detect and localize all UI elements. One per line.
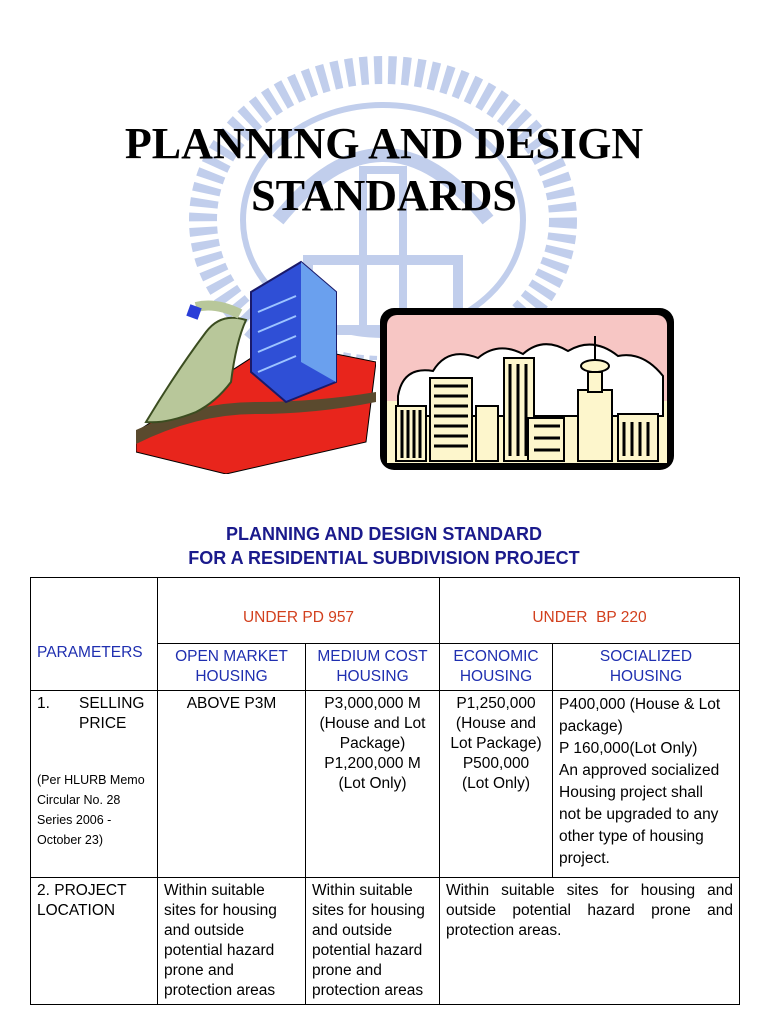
cell-line: and outside [164, 922, 245, 939]
cell-line: package) [559, 718, 623, 735]
cell-text: ABOVE P3M [186, 695, 277, 712]
group-pd957-label: UNDER PD 957 [242, 609, 355, 626]
cell-line: sites for housing [164, 902, 277, 919]
cell-line: P 160,000(Lot Only) [559, 740, 698, 757]
parameter-note [37, 770, 151, 850]
cell-line: project. [559, 850, 610, 867]
parameter-label-line: LOCATION [37, 902, 116, 919]
note-line: Circular No. 28 [37, 793, 121, 807]
cell-line: (House and Lot [319, 715, 426, 732]
note-line: Series 2006 - [37, 813, 112, 827]
caption-line-2: FOR A RESIDENTIAL SUBDIVISION PROJECT [188, 548, 580, 568]
cell-line: P400,000 (House & Lot [559, 696, 721, 713]
cell-open-market-location [158, 878, 306, 1005]
column-header-line: ECONOMIC [453, 648, 539, 665]
cell-line: (House and [455, 715, 537, 732]
parameters-header-cell [31, 578, 158, 691]
cell-line: prone and [164, 962, 234, 979]
cell-line: potential hazard [164, 942, 275, 959]
cell-line: other type of housing [559, 828, 704, 845]
cell-line: Within suitable [164, 882, 265, 899]
column-header-line: HOUSING [609, 668, 683, 685]
cell-line: protection areas [164, 982, 276, 999]
cell-socialized-price [553, 691, 740, 878]
parameter-cell-project-location [31, 878, 158, 1005]
cell-text: Within suitable sites for housing and outside potential hazard prone and protection areas. [446, 882, 734, 939]
group-bp220-header [440, 578, 740, 644]
cell-line: Housing project shall [559, 784, 703, 801]
cell-line: P1,250,000 [456, 695, 536, 712]
cell-line: prone and [312, 962, 382, 979]
cell-line: An approved socialized [559, 762, 720, 779]
caption-line-1: PLANNING AND DESIGN STANDARD [225, 524, 542, 544]
cell-line: sites for housing [312, 902, 425, 919]
cell-line: Within suitable [312, 882, 413, 899]
column-header-line: SOCIALIZED [599, 648, 693, 665]
page-title [0, 118, 768, 222]
cell-medium-cost-location [306, 878, 440, 1005]
parameter-cell-selling-price [31, 691, 158, 878]
parameter-label-line: 2. PROJECT [37, 882, 127, 899]
group-bp220-label: UNDER BP 220 [532, 609, 647, 626]
column-header-economic [440, 644, 553, 691]
cell-line: (Lot Only) [338, 775, 407, 792]
building-construction-clipart [136, 252, 376, 474]
column-header-open-market [158, 644, 306, 691]
table-header-row-groups [31, 578, 740, 644]
city-skyline-clipart [378, 306, 676, 472]
parameter-label [37, 694, 151, 714]
column-header-socialized [553, 644, 740, 691]
cell-line: and outside [312, 922, 393, 939]
title-line-1: PLANNING AND DESIGN [124, 119, 644, 168]
standards-table [30, 577, 740, 1005]
column-header-line: OPEN MARKET [175, 648, 288, 665]
cell-line: Lot Package) [450, 735, 542, 752]
cell-bp220-location [440, 878, 740, 1005]
cell-line: (Lot Only) [461, 775, 531, 792]
column-header-line: HOUSING [459, 668, 533, 685]
cell-open-market-price [158, 691, 306, 878]
note-line: October 23) [37, 833, 104, 847]
table-caption [0, 522, 768, 570]
cell-line: P3,000,000 M [324, 695, 421, 712]
cell-economic-price [440, 691, 553, 878]
parameter-label-line: PRICE [79, 715, 127, 732]
parameter-number: 1. [37, 695, 50, 712]
cell-medium-cost-price [306, 691, 440, 878]
cell-line: protection areas [312, 982, 424, 999]
cell-line: P1,200,000 M [324, 755, 421, 772]
note-line: (Per HLURB Memo [37, 773, 145, 787]
group-pd957-header [158, 578, 440, 644]
parameter-label-line: SELLING [79, 695, 145, 712]
column-header-line: HOUSING [195, 668, 268, 685]
column-header-medium-cost [306, 644, 440, 691]
cell-line: not be upgraded to any [559, 806, 719, 823]
cell-line: potential hazard [312, 942, 423, 959]
title-line-2: STANDARDS [251, 171, 517, 220]
cell-line: Package) [339, 735, 406, 752]
table-row [31, 691, 740, 878]
parameters-header: PARAMETERS [37, 643, 143, 661]
column-header-line: HOUSING [336, 668, 409, 685]
table-row [31, 878, 740, 1005]
cell-line: P500,000 [462, 755, 530, 772]
column-header-line: MEDIUM COST [317, 648, 428, 665]
